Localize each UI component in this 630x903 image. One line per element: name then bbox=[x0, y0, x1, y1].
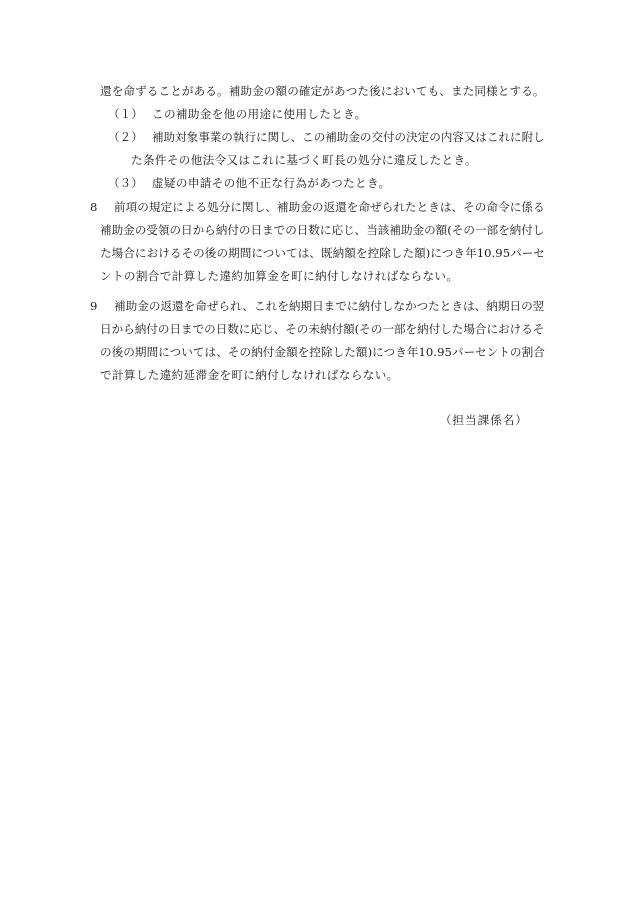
intro-line-1: 還を命ずることがある。補助金の額の確定があつた後においても、また同様とする。 bbox=[100, 84, 545, 98]
department-contact-label: （担当課係名） bbox=[439, 413, 528, 427]
item-2-line-2: た条件その他法令又はこれに基づく町長の処分に違反したとき。 bbox=[131, 153, 477, 167]
para-9-line-1: 補助金の返還を命ぜられ、これを納期日までに納付しなかつたときは、納期日の翌 bbox=[114, 299, 545, 313]
para-9-line-4: で計算した違約延滞金を町に納付しなければならない。 bbox=[100, 368, 399, 382]
item-2-number: （２） bbox=[108, 130, 143, 144]
para-8-line-1: 前項の規定による処分に関し、補助金の返還を命ぜられたときは、その命令に係る bbox=[114, 200, 545, 214]
item-2-line-1: 補助対象事業の執行に関し、この補助金の交付の決定の内容又はこれに附し bbox=[152, 130, 545, 144]
para-9-line-2: 日から納付の日までの日数に応じ、その未納付額(その一部を納付した場合におけるそ bbox=[100, 322, 545, 336]
para-8-number: 8 bbox=[90, 200, 98, 214]
item-3-line-1: 虚疑の申請その他不正な行為があつたとき。 bbox=[152, 176, 391, 190]
item-1-number: （１） bbox=[108, 107, 143, 121]
para-9-number: 9 bbox=[90, 299, 98, 313]
item-3-number: （３） bbox=[108, 176, 143, 190]
para-9-line-3: の後の期間については、その納付金額を控除した額)につき年10.95パーセントの割合 bbox=[100, 345, 545, 359]
para-8-line-3: た場合におけるその後の期間については、既納額を控除した額)につき年10.95パーセ bbox=[100, 246, 545, 260]
para-8-line-4: ントの割合で計算した違約加算金を町に納付しなければならない。 bbox=[100, 269, 459, 283]
item-1-line-1: この補助金を他の用途に使用したとき。 bbox=[152, 107, 367, 121]
para-8-line-2: 補助金の受領の日から納付の日までの日数に応じ、当該補助金の額(その一部を納付し bbox=[100, 223, 545, 237]
